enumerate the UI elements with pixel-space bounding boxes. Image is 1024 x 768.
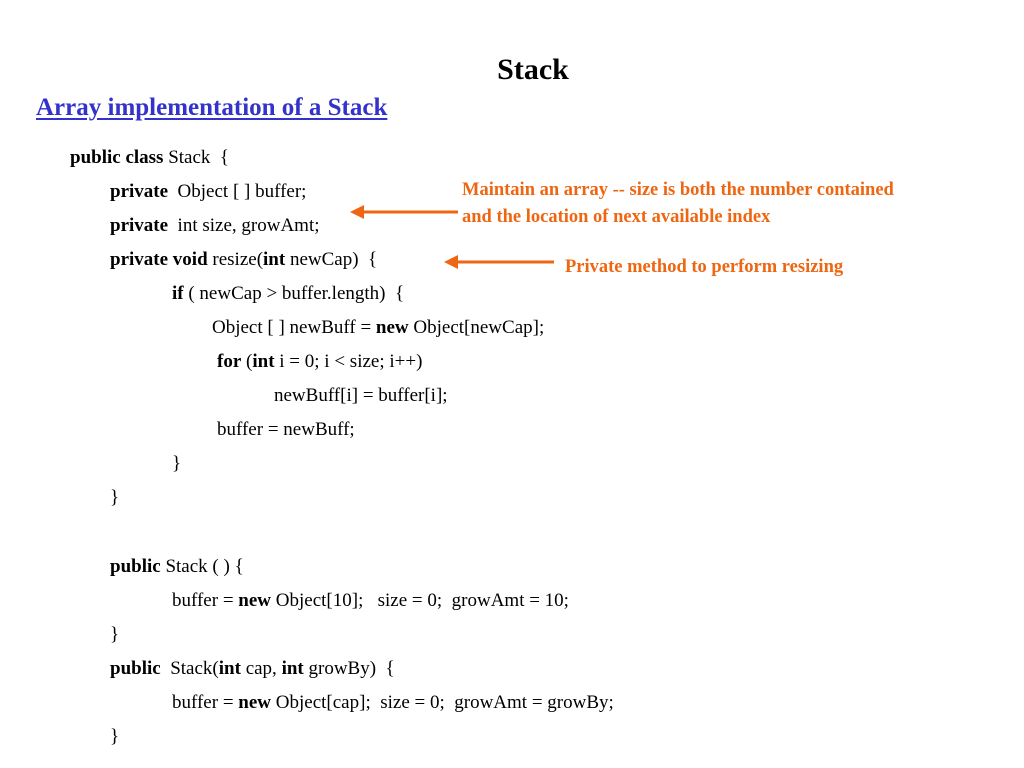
code-line-close-if: [172, 452, 181, 476]
code-text: }: [110, 726, 120, 747]
keyword: private: [110, 181, 169, 202]
keyword: public class: [70, 147, 164, 168]
code-line-newbuff: [212, 316, 544, 340]
code-line-ctor-params: [110, 657, 395, 681]
code-text: Stack ( ) {: [160, 556, 244, 577]
keyword: int: [281, 658, 304, 679]
code-line-size-field: [110, 214, 320, 238]
keyword: new: [238, 692, 272, 713]
code-line-ctor-params-body: [172, 691, 614, 715]
keyword: for: [217, 351, 242, 372]
slide-subtitle: Array implementation of a Stack: [36, 94, 388, 121]
code-text: }: [110, 487, 120, 508]
code-text: (: [241, 351, 253, 372]
code-text: Stack(: [160, 658, 219, 679]
code-text: i = 0; i < size; i++): [274, 351, 423, 372]
code-text: Object[newCap];: [408, 317, 545, 338]
code-text: }: [110, 624, 120, 645]
keyword: public: [110, 658, 161, 679]
keyword: int: [218, 658, 241, 679]
code-line-buffer-field: [110, 180, 306, 204]
code-text: Object[10]; size = 0; growAmt = 10;: [271, 590, 569, 611]
code-line-close-resize: [110, 486, 119, 510]
code-text: newBuff[i] = buffer[i];: [274, 385, 448, 406]
code-text: cap,: [240, 658, 282, 679]
keyword: private: [110, 215, 169, 236]
code-text: growBy) {: [303, 658, 395, 679]
code-text: Object[cap]; size = 0; growAmt = growBy;: [271, 692, 614, 713]
code-line-for: [217, 350, 422, 374]
code-line-ctor-default: [110, 555, 244, 579]
code-line-if: [172, 282, 404, 306]
code-line-assign: [217, 418, 355, 442]
code-text: }: [172, 453, 182, 474]
array-note-line-1: Maintain an array -- size is both the number contained: [462, 180, 894, 200]
code-text: buffer =: [172, 692, 239, 713]
resize-note: Private method to perform resizing: [565, 257, 844, 277]
code-text: Stack {: [163, 147, 230, 168]
array-note-line-2: and the location of next available index: [462, 207, 771, 227]
code-line-ctor-default-body: [172, 589, 569, 613]
code-text: int size, growAmt;: [168, 215, 320, 236]
code-text: Object [ ] buffer;: [168, 181, 307, 202]
code-text: resize(: [207, 249, 264, 270]
slide-title: Stack: [497, 53, 569, 86]
keyword: int: [252, 351, 275, 372]
keyword: public: [110, 556, 161, 577]
code-text: Object [ ] newBuff =: [212, 317, 376, 338]
keyword: private void: [110, 249, 208, 270]
keyword: if: [172, 283, 184, 304]
code-line-close-ctor-params: [110, 725, 119, 749]
code-line-close-ctor-default: [110, 623, 119, 647]
keyword: int: [263, 249, 286, 270]
code-text: ( newCap > buffer.length) {: [183, 283, 405, 304]
code-text: newCap) {: [285, 249, 378, 270]
keyword: new: [375, 317, 409, 338]
code-text: buffer =: [172, 590, 239, 611]
keyword: new: [238, 590, 272, 611]
code-line-class-decl: [70, 146, 229, 170]
code-text: buffer = newBuff;: [217, 419, 355, 440]
code-line-resize-decl: [110, 248, 377, 272]
code-line-copy: [274, 384, 448, 408]
